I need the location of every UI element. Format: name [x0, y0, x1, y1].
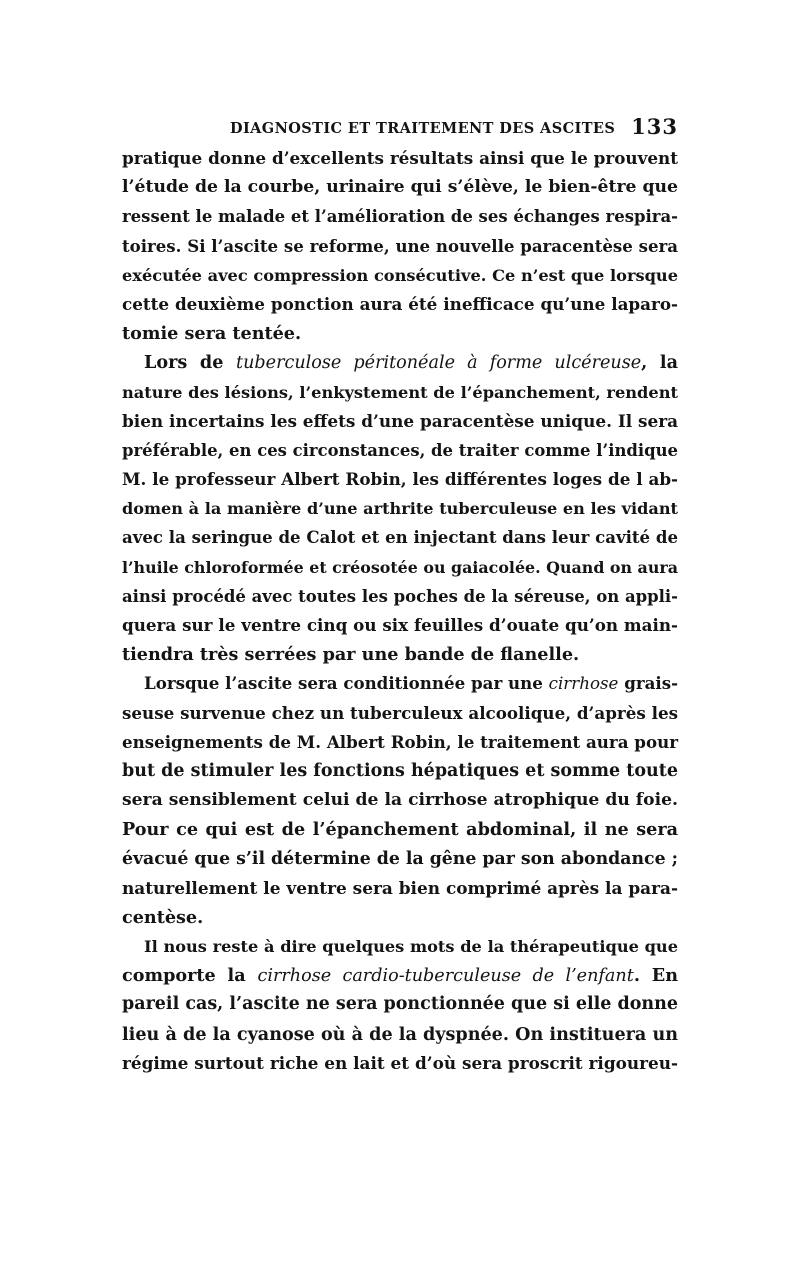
text-line — [122, 990, 678, 1019]
italic-text: cirrhose — [548, 674, 619, 694]
text-run: bien incertains les effets d’une paracentèse unique. Il sera — [122, 410, 679, 431]
text-run: naturellement le ventre sera bien comprimé après la para- — [122, 877, 678, 898]
text-line — [122, 378, 678, 407]
text-line — [122, 319, 678, 348]
text-run: évacué que s’il détermine de la gêne par son abondance ; — [122, 848, 678, 869]
text-run: pareil cas, l’ascite ne sera ponctionnée que si elle donne — [122, 994, 678, 1015]
running-title: DIAGNOSTIC ET TRAITEMENT DES ASCITES — [230, 120, 616, 137]
text-run: seuse survenue chez un tuberculeux alcoolique, d’après les — [122, 702, 678, 723]
text-line — [122, 903, 678, 932]
text-run: , la — [641, 352, 678, 374]
text-run: centèse. — [122, 906, 204, 928]
text-line — [122, 173, 678, 202]
text-line — [122, 465, 678, 494]
text-run: grais- — [618, 673, 679, 694]
text-line — [122, 786, 678, 815]
text-run: sera sensiblement celui de la cirrhose atrophique du foie. — [122, 790, 678, 811]
text-run: domen à la manière d’une arthrite tuberculeuse en les vidant — [122, 499, 678, 519]
text-run: nature des lésions, l’enkystement de l’épanchement, rendent — [122, 382, 678, 402]
text-line — [122, 436, 678, 465]
text-run: régime surtout riche en lait et d’où sera proscrit rigoureu- — [122, 1052, 678, 1073]
text-line — [122, 144, 678, 173]
text-run: préférable, en ces circonstances, de traiter comme l’indique — [122, 440, 678, 460]
text-run: pratique donne d’excellents résultats ainsi que le prouvent — [122, 148, 678, 168]
text-run: but de stimuler les fonctions hépatiques et somme toute — [122, 760, 678, 781]
text-run: l’huile chloroformée et créosotée ou gaiacolée. Quand on aura — [122, 557, 678, 577]
running-head — [122, 114, 678, 142]
text-line — [122, 523, 678, 552]
text-run: tomie sera tentée. — [122, 323, 302, 345]
text-line — [122, 290, 678, 319]
text-run: exécutée avec compression consécutive. Ce n’est que lorsque — [122, 265, 678, 285]
text-line — [122, 582, 678, 611]
text-run: M. le professeur Albert Robin, les différentes loges de l ab- — [122, 469, 678, 490]
text-line — [122, 553, 678, 582]
text-run: toires. Si l’ascite se reforme, une nouvelle paracentèse sera — [122, 235, 678, 256]
text-run: tiendra très serrées par une bande de flanelle. — [122, 644, 580, 666]
text-line — [122, 815, 678, 844]
page-number: 133 — [631, 114, 678, 139]
text-line — [122, 640, 678, 669]
text-run: . En — [633, 965, 678, 987]
text-run: ainsi procédé avec toutes les poches de la séreuse, on appli- — [122, 586, 678, 606]
text-run: cette deuxième ponction aura été inefficace qu’une laparo- — [122, 293, 678, 314]
text-line — [122, 261, 678, 290]
text-run: quera sur le ventre cinq ou six feuilles d’ouate qu’on main- — [122, 615, 678, 635]
text-line — [122, 728, 678, 757]
text-line — [122, 669, 678, 698]
text-line — [122, 232, 678, 261]
text-run: l’étude de la courbe, urinaire qui s’élève, le bien-être que — [122, 177, 678, 198]
text-line — [122, 348, 678, 377]
text-line — [122, 1049, 678, 1078]
text-line — [122, 611, 678, 640]
text-line — [122, 874, 678, 903]
text-run: avec la seringue de Calot et en injectant dans leur cavité de — [122, 527, 678, 548]
text-line — [122, 494, 678, 523]
text-run: ressent le malade et l’amélioration de ses échanges respira- — [122, 207, 679, 227]
italic-text: tuberculose péritonéale à forme ulcéreuse — [236, 353, 642, 374]
text-line — [122, 407, 678, 436]
italic-text: cirrhose cardio-tuberculeuse de l’enfant — [257, 966, 634, 987]
text-line — [122, 202, 678, 231]
text-line — [122, 1020, 678, 1049]
text-run: lieu à de la cyanose où à de la dyspnée. On instituera un — [122, 1023, 678, 1045]
text-run: Lorsque l’ascite sera conditionnée par une — [144, 673, 549, 694]
text-run: Pour ce qui est de l’épanchement abdominal, il ne sera — [122, 819, 678, 841]
text-run: Lors de — [144, 352, 237, 374]
text-line — [122, 932, 678, 961]
text-line — [122, 961, 678, 990]
text-run: Il nous reste à dire quelques mots de la thérapeutique que — [144, 937, 678, 957]
text-line — [122, 845, 678, 874]
text-line — [122, 757, 678, 786]
text-line — [122, 699, 678, 728]
text-run: enseignements de M. Albert Robin, le traitement aura pour — [122, 731, 678, 752]
text-run: comporte la — [122, 965, 258, 987]
body-text — [122, 144, 678, 1078]
